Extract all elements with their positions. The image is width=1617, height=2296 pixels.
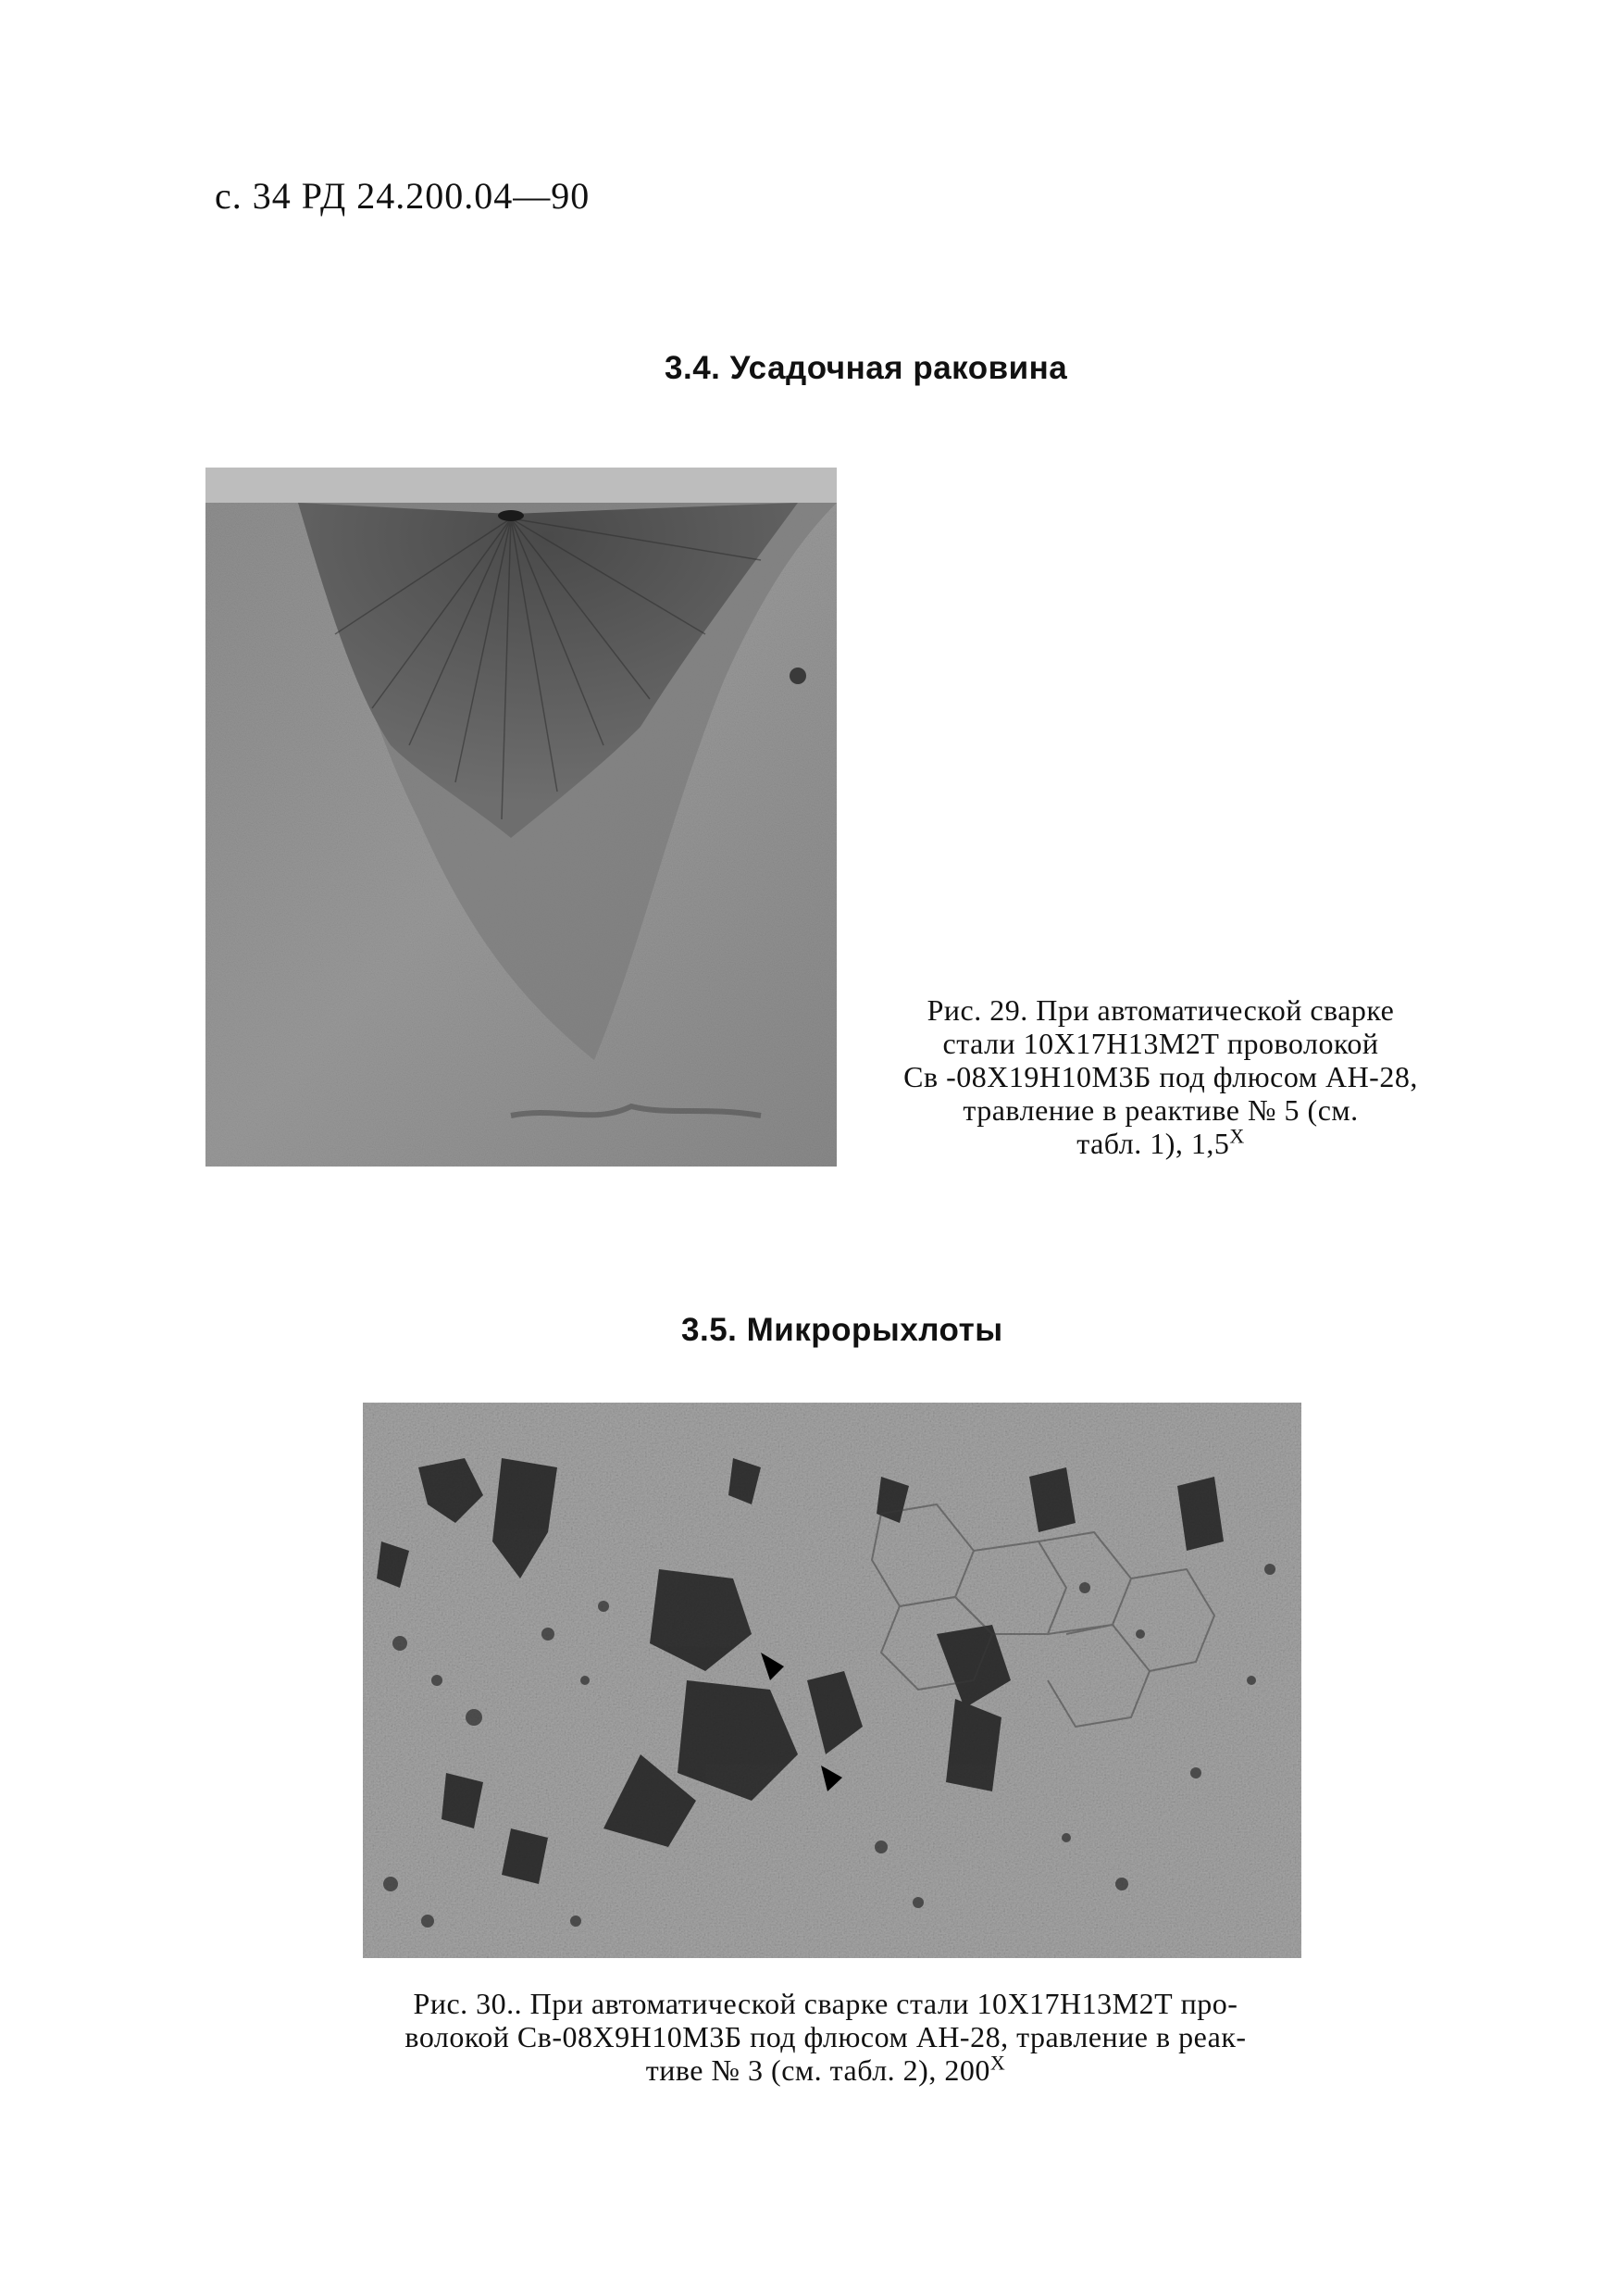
caption-line: стали 10Х17Н13М2Т проволокой [942, 1027, 1379, 1060]
caption-line [352, 2053, 1300, 2087]
caption-line-text: табл. 1), 1,5 [1076, 1127, 1230, 1160]
caption-line: Рис. 30.. При автоматической сварке стали 10Х17Н13М2Т про- [413, 1987, 1238, 2020]
section-heading-3-4: 3.4. Усадочная раковина [665, 350, 1068, 386]
figure-29-shrinkage-cavity-photo [205, 468, 837, 1167]
figure-30-micro-porosity-photo [363, 1403, 1301, 1958]
figure-29-caption [879, 993, 1442, 1160]
caption-line [879, 1124, 1442, 1160]
caption-line: травление в реактиве № 5 (см. [963, 1093, 1359, 1127]
figure-30-caption [352, 1987, 1300, 2087]
figure-29-image [205, 468, 837, 1167]
magnification-mark: X [989, 2051, 1006, 2075]
caption-line: Рис. 29. При автоматической сварке [927, 993, 1395, 1027]
section-heading-3-5: 3.5. Микрорыхлоты [681, 1312, 1003, 1348]
caption-line-text: тиве № 3 (см. табл. 2), 200 [645, 2053, 990, 2087]
caption-line: волокой Св-08Х9Н10М3Б под флюсом АН-28, травление в реак- [404, 2020, 1247, 2053]
magnification-mark: X [1229, 1124, 1245, 1148]
page-header: с. 34 РД 24.200.04—90 [215, 175, 591, 217]
figure-30-image [363, 1403, 1301, 1958]
caption-line: Св -08Х19Н10М3Б под флюсом АН-28, [903, 1060, 1418, 1093]
